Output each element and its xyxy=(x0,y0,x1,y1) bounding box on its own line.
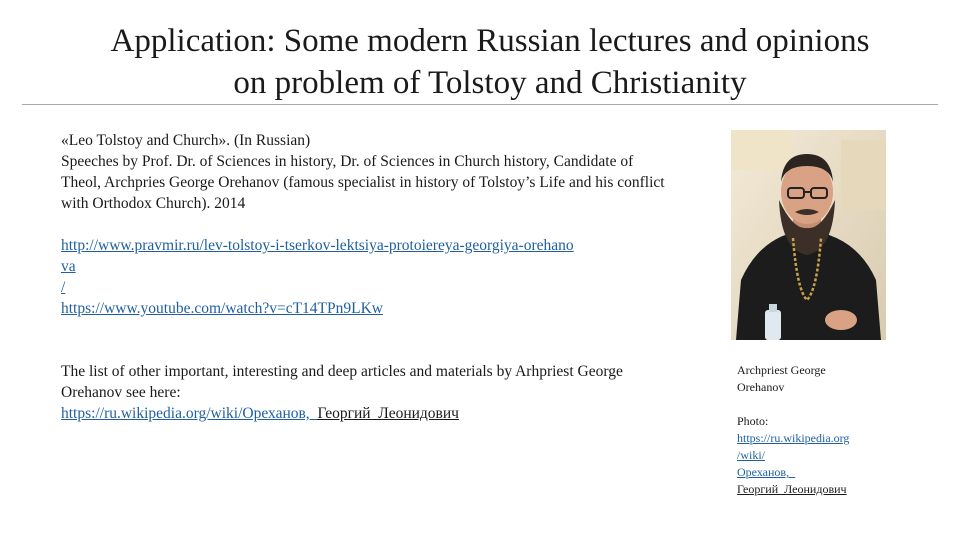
photo-link-line-1: https://ru.wikipedia.org xyxy=(737,431,850,445)
pravmir-link-line-2: va xyxy=(61,258,76,275)
slide-title-line-1: Application: Some modern Russian lectures and opinions xyxy=(110,23,870,59)
main-content xyxy=(61,130,666,424)
wiki-link-part-1: https://ru.wikipedia.org/wiki/Ореханов,_ xyxy=(61,405,318,422)
photo-source-link-block xyxy=(737,430,897,498)
portrait-photo xyxy=(731,130,886,340)
spacer xyxy=(61,214,666,235)
wiki-link-part-2: Георгий_Леонидович xyxy=(317,405,459,422)
pravmir-link-line-1: http://www.pravmir.ru/lev-tolstoy-i-tserkov-lektsiya-protoiereya-georgiya-orehano xyxy=(61,237,574,254)
caption-line-1: Archpriest George xyxy=(737,363,826,377)
pravmir-link-line-3: / xyxy=(61,279,66,296)
materials-list-text: The list of other important, interesting and deep articles and materials by Arhpriest George Orehanov see here: xyxy=(61,363,623,401)
photo-source-link[interactable] xyxy=(737,431,849,496)
wiki-link-block xyxy=(61,403,666,424)
photo-credit-label: Photo: xyxy=(737,414,769,428)
photo-link-line-2: /wiki/ xyxy=(737,448,766,462)
pravmir-link-block xyxy=(61,235,666,298)
slide-title xyxy=(40,20,940,104)
wiki-link[interactable] xyxy=(61,405,459,422)
photo-link-line-3: Ореханов,_ xyxy=(737,465,796,479)
spacer xyxy=(737,396,897,413)
photo-caption xyxy=(737,362,897,498)
photo-link-line-4: Георгий_Леонидович xyxy=(737,482,847,496)
lecture-heading: «Leo Tolstoy and Church». (In Russian) xyxy=(61,132,311,149)
title-divider xyxy=(22,104,938,105)
caption-line-2: Orehanov xyxy=(737,380,785,394)
youtube-link-block xyxy=(61,298,666,319)
spacer xyxy=(61,319,666,361)
pravmir-link[interactable] xyxy=(61,237,574,296)
lecture-description: Speeches by Prof. Dr. of Sciences in history, Dr. of Sciences in Church history, Candidate of Theol, Archpries George Orehanov (famous specialist in history of Tolstoy’s Life and his conflict with Orthodox Church). 2014 xyxy=(61,153,665,212)
slide-title-line-2: on problem of Tolstoy and Christianity xyxy=(233,65,747,101)
youtube-link[interactable]: https://www.youtube.com/watch?v=cT14TPn9LKw xyxy=(61,300,383,317)
